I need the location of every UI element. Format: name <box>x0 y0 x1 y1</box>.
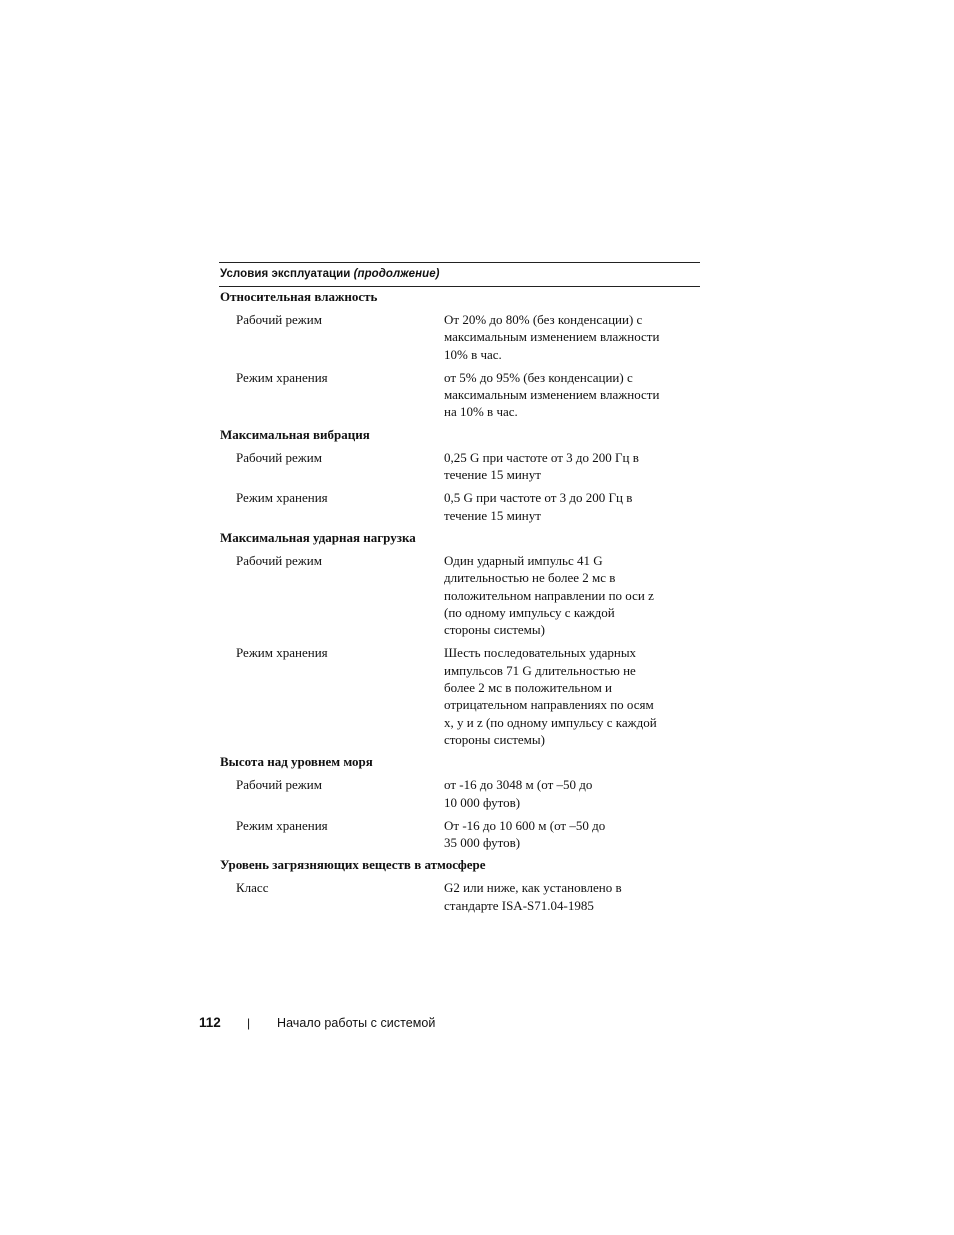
spec-row <box>219 879 700 914</box>
spec-row <box>219 369 700 421</box>
section-heading: Уровень загрязняющих веществ в атмосфере <box>220 857 486 873</box>
spec-row <box>219 776 700 811</box>
spec-row <box>219 489 700 524</box>
section-heading: Максимальная ударная нагрузка <box>220 529 416 545</box>
spec-row-label: Рабочий режим <box>236 777 322 793</box>
spec-row-label: Класс <box>236 880 269 896</box>
spec-row-value: от 5% до 95% (без конденсации) с максимальным изменением влажности на 10% в час. <box>444 369 660 420</box>
table-title-text: Условия эксплуатации <box>220 268 351 280</box>
spec-table <box>219 262 700 914</box>
spec-row-label: Режим хранения <box>236 817 328 833</box>
section-heading: Относительная влажность <box>220 289 378 304</box>
page-number: 112 <box>199 1015 221 1030</box>
running-title: Начало работы с системой <box>277 1016 436 1030</box>
spec-row-value: 0,25 G при частоте от 3 до 200 Гц в течение 15 минут <box>444 449 639 483</box>
section-heading: Высота над уровнем моря <box>220 754 373 770</box>
table-title-suffix: (продолжение) <box>353 268 440 280</box>
spec-row-value: 0,5 G при частоте от 3 до 200 Гц в течение 15 минут <box>444 490 633 523</box>
spec-row-value: Один ударный импульс 41 G длительностью не более 2 мс в положительном направлении по оси z (по одному импульсу с каждой стороны системы) <box>444 552 654 638</box>
spec-row <box>219 644 700 748</box>
page-footer <box>199 1015 435 1031</box>
spec-row-value: От 20% до 80% (без конденсации) с максимальным изменением влажности 10% в час. <box>444 312 660 362</box>
spec-row-value: G2 или ниже, как установлено в стандарте ISA-S71.04-1985 <box>444 880 622 913</box>
spec-row <box>219 449 700 484</box>
spec-row-label: Режим хранения <box>236 490 328 506</box>
spec-row-value: Шесть последовательных ударных импульсов 71 G длительностью не более 2 мс в положительном и отрицательном направлениях по осям x, y и z (по одному импульсу с каждой стороны системы) <box>444 645 657 747</box>
section-heading: Максимальная вибрация <box>220 426 370 442</box>
spec-row-label: Режим хранения <box>236 645 328 661</box>
spec-row-value: от -16 до 3048 м (от –50 до 10 000 футов) <box>444 777 593 810</box>
footer-separator: | <box>247 1016 251 1030</box>
table-title <box>219 263 700 286</box>
spec-row-label: Режим хранения <box>236 369 328 385</box>
spec-row <box>219 552 700 638</box>
spec-row <box>219 311 700 363</box>
spec-row <box>219 817 700 852</box>
spec-row-label: Рабочий режим <box>236 552 322 568</box>
table-body <box>219 287 700 914</box>
spec-row-value: От -16 до 10 600 м (от –50 до 35 000 футов) <box>444 817 606 851</box>
spec-row-label: Рабочий режим <box>236 312 322 327</box>
spec-row-label: Рабочий режим <box>236 449 322 465</box>
